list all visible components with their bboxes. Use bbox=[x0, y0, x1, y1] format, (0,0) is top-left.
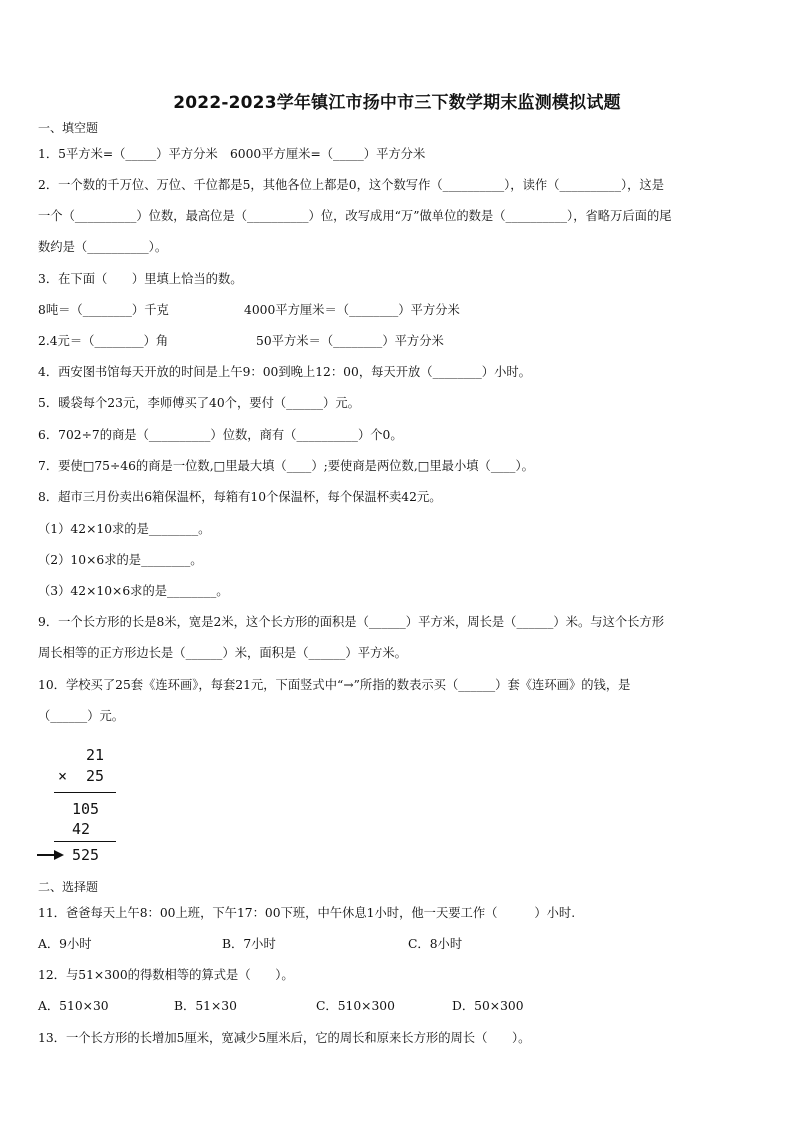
multiplier: 25 bbox=[86, 767, 105, 785]
question-11-option-a: A．9小时 bbox=[38, 937, 92, 951]
question-11-option-c: C．8小时 bbox=[408, 937, 463, 951]
question-8-sub-1: （1）42×10求的是________。 bbox=[38, 522, 211, 536]
question-9-line-2: 周长相等的正方形边长是（______）米，面积是（______）平方米。 bbox=[38, 646, 407, 660]
multiply-sign: × bbox=[58, 767, 68, 785]
calc-rule-1 bbox=[54, 792, 116, 793]
question-3-item-a: 8吨＝（________）千克 bbox=[38, 303, 169, 317]
question-11-option-b: B．7小时 bbox=[222, 937, 276, 951]
question-13: 13．一个长方形的长增加5厘米，宽减少5厘米后，它的周长和原来长方形的周长（ ）。 bbox=[38, 1031, 531, 1045]
question-8-sub-2: （2）10×6求的是________。 bbox=[38, 553, 203, 567]
question-2-line-3: 数约是（__________）。 bbox=[38, 240, 168, 254]
question-12-option-c: C．510×300 bbox=[316, 999, 395, 1013]
question-2-line-1: 2．一个数的千万位、万位、千位都是5，其他各位上都是0，这个数写作（__________），读作（__________），这是 bbox=[38, 178, 665, 192]
question-3-item-b: 4000平方厘米＝（________）平方分米 bbox=[244, 303, 460, 317]
question-11: 11．爸爸每天上午8：00上班，下午17：00下班，中午休息1小时，他一天要工作（ ）小时. bbox=[38, 906, 576, 920]
question-12-option-d: D．50×300 bbox=[452, 999, 524, 1013]
vertical-multiplication bbox=[30, 742, 130, 868]
question-3-item-c: 2.4元＝（________）角 bbox=[38, 334, 169, 348]
question-7: 7．要使□75÷46的商是一位数,□里最大填（____）;要使商是两位数,□里最小填（____）。 bbox=[38, 459, 534, 473]
question-2-line-2: 一个（__________）位数，最高位是（__________）位，改写成用“万”做单位的数是（__________），省略万后面的尾 bbox=[38, 209, 672, 223]
multiplicand: 21 bbox=[86, 746, 105, 764]
calc-rule-2 bbox=[54, 841, 116, 842]
question-1: 1．5平方米=（_____）平方分米 6000平方厘米=（_____）平方分米 bbox=[38, 147, 426, 161]
partial-product-1: 105 bbox=[72, 800, 100, 818]
page-title: 2022-2023学年镇江市扬中市三下数学期末监测模拟试题 bbox=[173, 93, 621, 113]
question-8-sub-3: （3）42×10×6求的是________。 bbox=[38, 584, 229, 598]
question-10-line-1: 10．学校买了25套《连环画》，每套21元，下面竖式中“→”所指的数表示买（______）套《连环画》的钱，是 bbox=[38, 678, 631, 692]
question-10-line-2: （______）元。 bbox=[38, 709, 125, 723]
question-4: 4．西安图书馆每天开放的时间是上午9：00到晚上12：00，每天开放（________）小时。 bbox=[38, 365, 531, 379]
question-12-option-b: B．51×30 bbox=[174, 999, 237, 1013]
question-5: 5．暖袋每个23元，李师傅买了40个，要付（______）元。 bbox=[38, 396, 360, 410]
question-9-line-1: 9．一个长方形的长是8米，宽是2米，这个长方形的面积是（______）平方米，周长是（______）米。与这个长方形 bbox=[38, 615, 665, 629]
question-12: 12．与51×300的得数相等的算式是（ ）。 bbox=[38, 968, 294, 982]
question-3: 3．在下面（ ）里填上恰当的数。 bbox=[38, 272, 243, 286]
section-fill-blank: 一、填空题 bbox=[38, 121, 99, 135]
final-product: 525 bbox=[72, 846, 100, 864]
question-6: 6．702÷7的商是（__________）位数，商有（__________）个0。 bbox=[38, 428, 403, 442]
section-multiple-choice: 二、选择题 bbox=[38, 880, 99, 894]
question-12-option-a: A．510×30 bbox=[38, 999, 109, 1013]
arrow-right-icon bbox=[36, 847, 66, 863]
question-3-item-d: 50平方米＝（________）平方分米 bbox=[256, 334, 444, 348]
partial-product-2: 42 bbox=[72, 820, 91, 838]
question-8: 8．超市三月份卖出6箱保温杯，每箱有10个保温杯，每个保温杯卖42元。 bbox=[38, 490, 442, 504]
